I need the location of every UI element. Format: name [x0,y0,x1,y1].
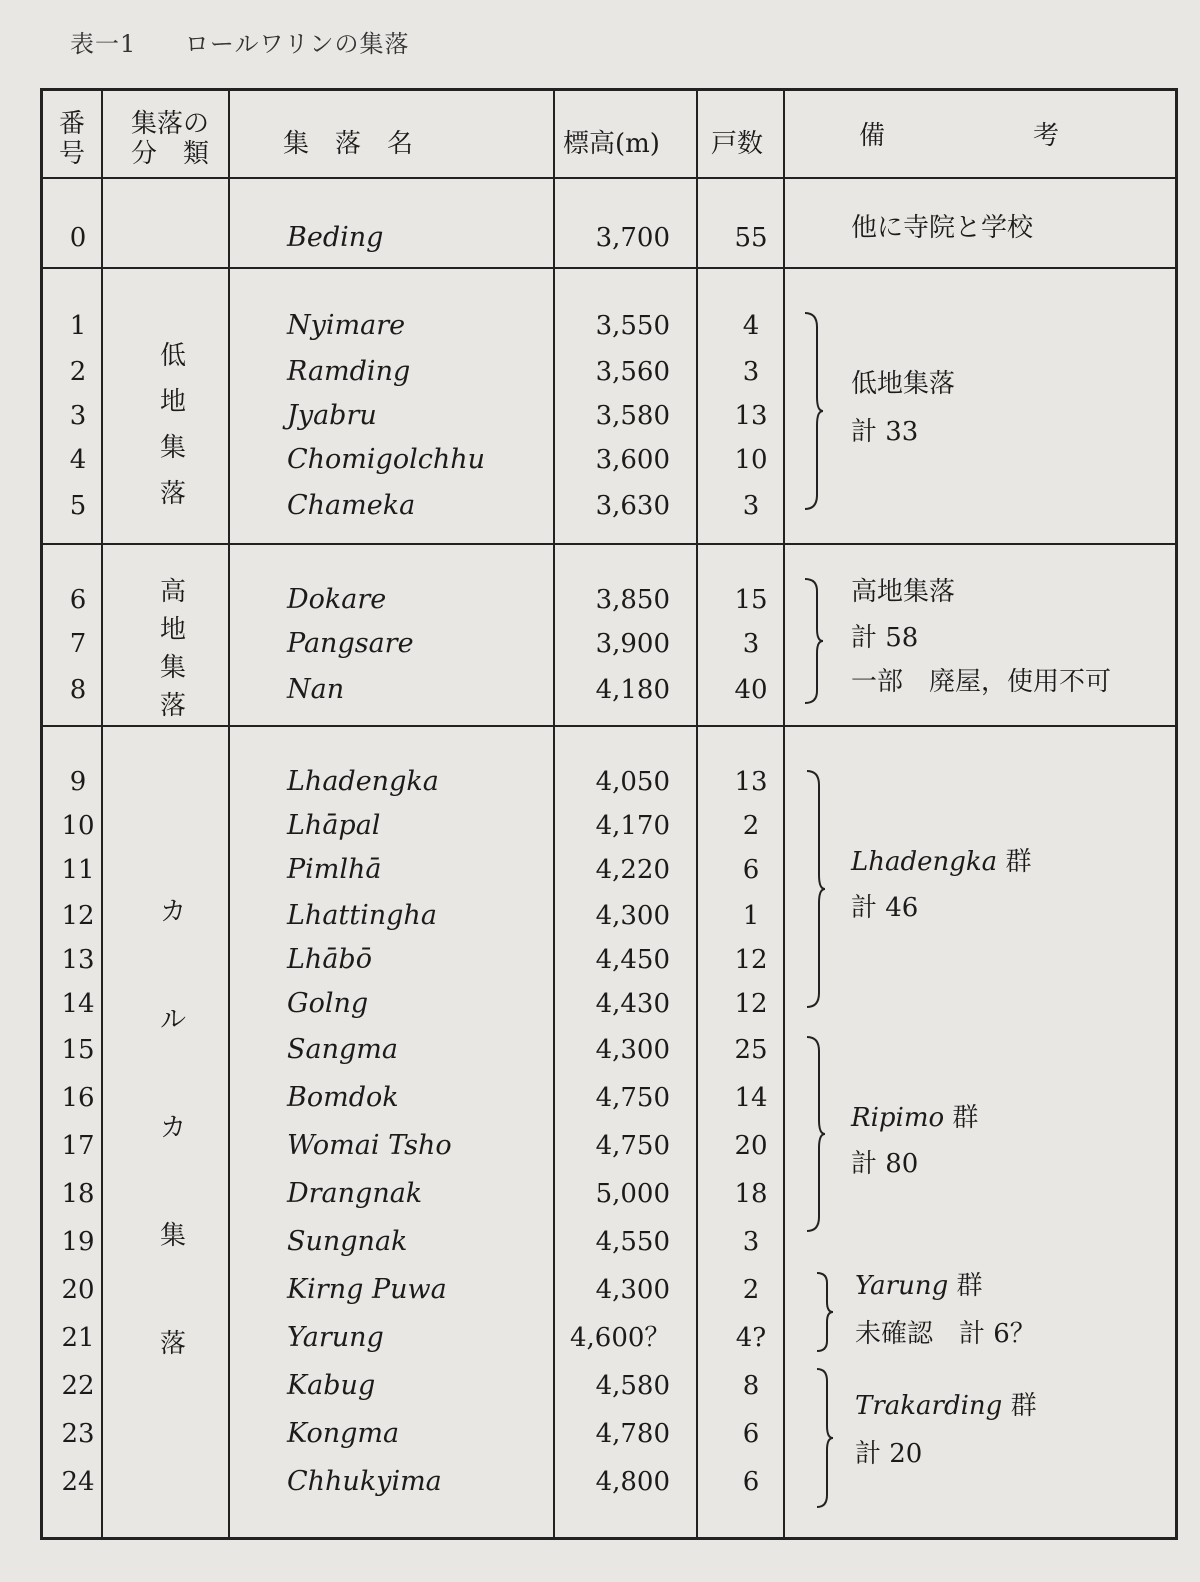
settlement-name: Lhābō [287,944,372,975]
header-settlement-name: 集 落 名 [283,129,414,159]
category-kharka [143,891,203,1431]
remark-lowland-label: 低地集落 [851,369,956,399]
household-count: 6 [742,1467,760,1497]
household-count: 14 [734,1083,768,1113]
settlement-name: Chameka [287,490,416,521]
header-category-top: 集落の [130,109,209,139]
header-remarks-left: 備 [859,121,886,151]
settlement-name: Chomigolchhu [287,444,486,475]
header-no-bottom: 号 [58,139,85,169]
altitude-value: 3,560 [595,357,670,387]
altitude-value: 4,750 [595,1083,670,1113]
row-number: 6 [69,585,87,615]
settlement-name: Pangsare [287,628,414,659]
household-count: 3 [742,1227,760,1257]
settlement-name: Kabug [287,1370,376,1401]
group-suffix: 群 [948,1271,983,1301]
brace-highland [803,579,823,703]
altitude-value: 4,180 [595,675,670,705]
settlement-name: Lhadengka [287,766,439,797]
header-divider [43,177,1175,179]
altitude-value: 3,850 [595,585,670,615]
altitude-value: 3,630 [595,491,670,521]
row-number: 17 [61,1131,95,1161]
header-altitude: 標高(m) [563,129,660,159]
brace-trakarding [815,1369,835,1507]
brace-ripimo [805,1037,825,1231]
column-divider [696,91,698,1537]
category-char: 高 [159,577,186,607]
altitude-value: 3,550 [595,311,670,341]
row-number: 10 [61,811,95,841]
brace-lowland [803,313,823,509]
row-number: 21 [61,1323,95,1353]
household-count: 3 [742,629,760,659]
settlement-table [40,88,1178,1540]
category-char: カ [159,897,186,927]
altitude-value: 4,600？ [570,1323,671,1353]
row-number: 13 [61,945,95,975]
settlement-name: Beding [287,222,384,253]
row-number: 12 [61,901,95,931]
altitude-value: 5,000 [595,1179,670,1209]
settlement-name: Dokare [287,584,387,615]
remark-ripimo-group [851,1105,978,1131]
remark-lhadengka-group [851,849,1031,875]
altitude-value: 4,750 [595,1131,670,1161]
group-name: Lhadengka [851,847,998,877]
row-number: 9 [69,767,87,797]
category-char: 集 [159,433,186,463]
header-households: 戸数 [711,129,764,159]
remark-trakarding-group [855,1393,1037,1419]
remark-lhadengka-total: 計 46 [851,893,919,923]
group-name: Ripimo [851,1103,945,1133]
header-remarks-right: 考 [1033,121,1060,151]
settlement-name: Ramding [287,356,411,387]
row-number: 11 [61,855,95,885]
settlement-name: Lhāpal [287,810,381,841]
household-count: 1 [742,901,760,931]
settlement-name: Sungnak [287,1226,408,1257]
row-number: 22 [61,1371,95,1401]
altitude-value: 4,300 [595,901,670,931]
table-caption [70,24,409,59]
header-no-top: 番 [58,109,85,139]
remark-beding: 他に寺院と学校 [851,213,1034,243]
row-number: 15 [61,1035,95,1065]
row-number: 7 [69,629,87,659]
caption-title: ロールワリンの集落 [184,30,410,58]
household-count: 4? [735,1323,767,1353]
settlement-name: Drangnak [287,1178,423,1209]
group-suffix: 群 [997,847,1032,877]
household-count: 6 [742,1419,760,1449]
household-count: 3 [742,357,760,387]
settlement-name: Pimlhā [287,854,382,885]
remark-yarung-group [855,1273,982,1299]
header-category-bottom: 分 類 [130,139,209,169]
category-char: 落 [159,1329,186,1359]
altitude-value: 4,300 [595,1035,670,1065]
category-char: 落 [159,479,186,509]
household-count: 20 [734,1131,768,1161]
row-number: 8 [69,675,87,705]
remark-trakarding-total: 計 20 [855,1439,923,1469]
row-number: 14 [61,989,95,1019]
caption-number: 表一1 [70,30,137,58]
settlement-name: Lhattingha [287,900,437,931]
brace-lhadengka [805,771,825,1007]
household-count: 2 [742,1275,760,1305]
household-count: 13 [734,401,768,431]
category-lowland [143,335,203,519]
row-number: 23 [61,1419,95,1449]
row-number: 20 [61,1275,95,1305]
group-name: Yarung [855,1271,949,1301]
category-char: 落 [159,691,186,721]
household-count: 13 [734,767,768,797]
remark-yarung-total: 未確認 計 6？ [855,1319,1036,1349]
category-char: 地 [159,615,186,645]
group-suffix: 群 [944,1103,979,1133]
row-number: 24 [61,1467,95,1497]
row-number: 18 [61,1179,95,1209]
remark-ripimo-total: 計 80 [851,1149,919,1179]
household-count: 4 [742,311,760,341]
altitude-value: 4,170 [595,811,670,841]
category-char: 集 [159,1221,186,1251]
altitude-value: 4,430 [595,989,670,1019]
group-name: Trakarding [855,1391,1003,1421]
category-char: ル [159,1005,186,1035]
household-count: 12 [734,945,768,975]
settlement-name: Nyimare [287,310,406,341]
altitude-value: 4,220 [595,855,670,885]
household-count: 3 [742,491,760,521]
category-char: 低 [159,341,186,371]
row-number: 16 [61,1083,95,1113]
settlement-name: Golng [287,988,369,1019]
altitude-value: 4,550 [595,1227,670,1257]
altitude-value: 3,580 [595,401,670,431]
altitude-value: 4,450 [595,945,670,975]
household-count: 25 [734,1035,768,1065]
category-char: 集 [159,653,186,683]
category-highland [143,571,203,723]
settlement-name: Chhukyima [287,1466,442,1497]
category-char: カ [159,1113,186,1143]
settlement-name: Bomdok [287,1082,399,1113]
altitude-value: 4,300 [595,1275,670,1305]
altitude-value: 3,900 [595,629,670,659]
column-divider [553,91,555,1537]
column-divider [228,91,230,1537]
settlement-name: Jyabru [287,400,377,431]
household-count: 10 [734,445,768,475]
household-count: 55 [734,223,768,253]
settlement-name: Sangma [287,1034,398,1065]
group-suffix: 群 [1002,1391,1037,1421]
altitude-value: 4,800 [595,1467,670,1497]
settlement-name: Yarung [287,1322,384,1353]
settlement-name: Nan [287,674,345,705]
brace-yarung [815,1273,835,1351]
row-number: 5 [69,491,87,521]
section-divider [43,543,1175,545]
household-count: 8 [742,1371,760,1401]
section-divider [43,725,1175,727]
remark-highland-label: 高地集落 [851,577,956,607]
row-number: 1 [69,311,87,341]
remark-highland-total: 計 58 [851,623,919,653]
household-count: 12 [734,989,768,1019]
household-count: 15 [734,585,768,615]
remark-lowland-total: 計 33 [851,417,919,447]
row-number: 4 [69,445,87,475]
settlement-name: Womai Tsho [287,1130,452,1161]
household-count: 6 [742,855,760,885]
household-count: 18 [734,1179,768,1209]
row-number: 0 [69,223,87,253]
settlement-name: Kirng Puwa [287,1274,447,1305]
altitude-value: 4,580 [595,1371,670,1401]
category-char: 地 [159,387,186,417]
remark-highland-note: 一部 廃屋，使用不可 [851,667,1112,697]
settlement-name: Kongma [287,1418,400,1449]
row-number: 2 [69,357,87,387]
altitude-value: 3,600 [595,445,670,475]
household-count: 40 [734,675,768,705]
altitude-value: 4,050 [595,767,670,797]
household-count: 2 [742,811,760,841]
altitude-value: 3,700 [595,223,670,253]
row-number: 19 [61,1227,95,1257]
row-number: 3 [69,401,87,431]
column-divider [783,91,785,1537]
section-divider [43,267,1175,269]
altitude-value: 4,780 [595,1419,670,1449]
